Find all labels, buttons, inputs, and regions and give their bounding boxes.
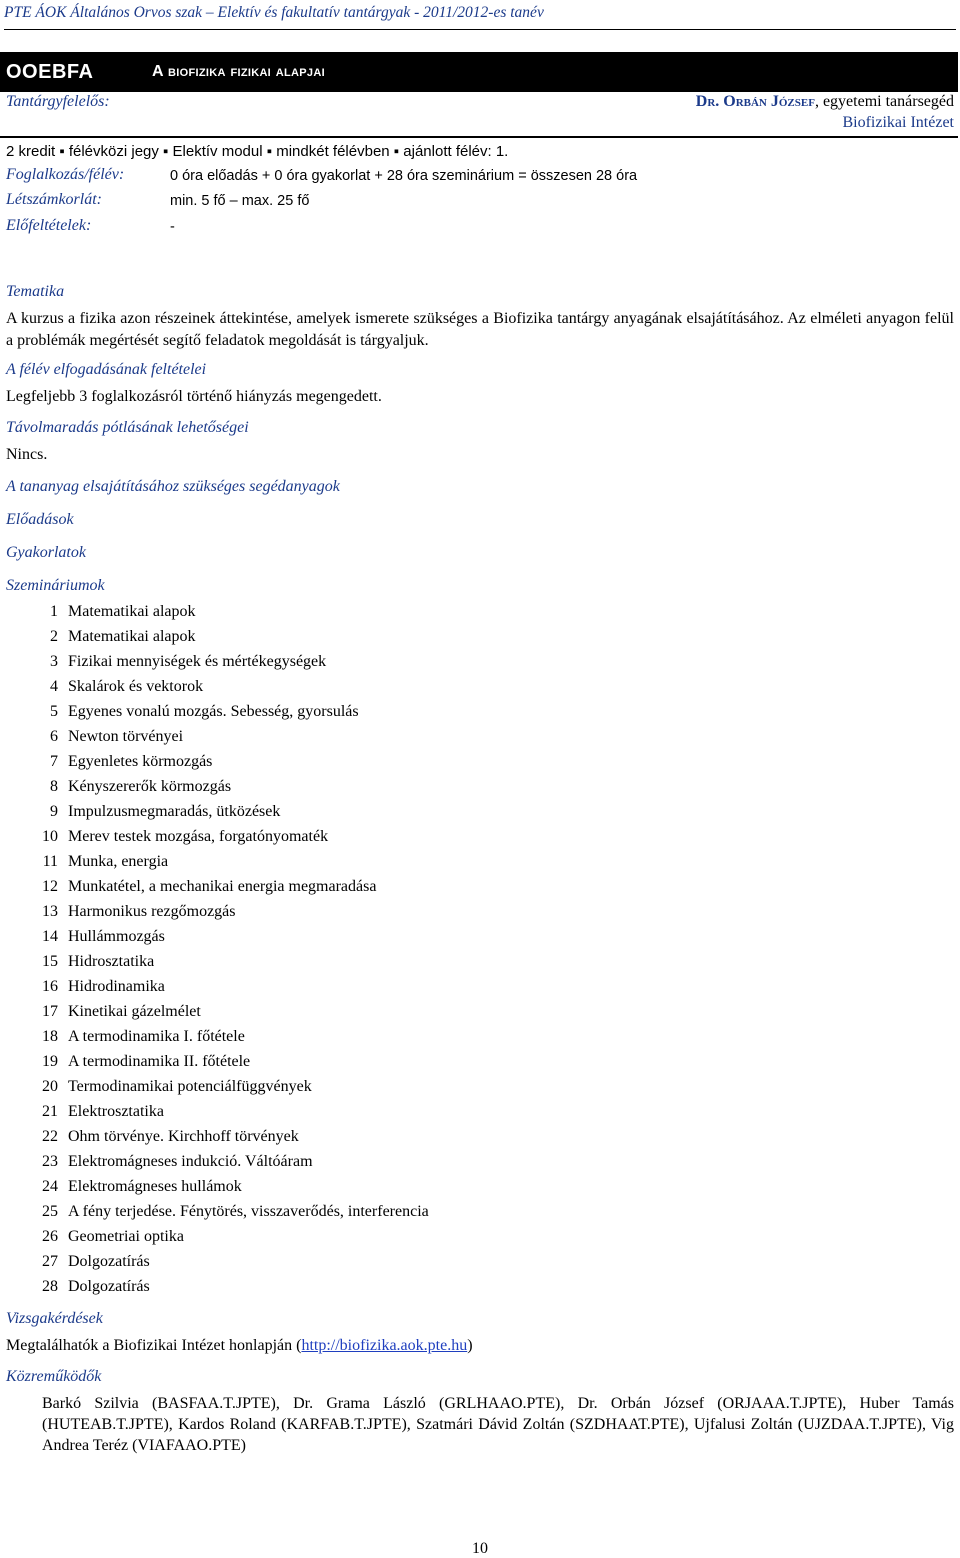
absence-heading: Távolmaradás pótlásának lehetőségei [6, 419, 249, 436]
seminar-topic: Harmonikus rezgőmozgás [68, 903, 236, 920]
seminar-item [6, 677, 429, 702]
course-header-divider [0, 136, 958, 138]
seminar-number: 4 [50, 678, 58, 695]
seminar-topic: Hidrosztatika [68, 953, 155, 970]
seminar-item [6, 1227, 429, 1252]
seminar-topic: Ohm törvénye. Kirchhoff törvények [68, 1128, 299, 1145]
seminar-number: 21 [42, 1103, 58, 1120]
seminar-number: 3 [50, 653, 58, 670]
seminar-item [6, 627, 429, 652]
seminar-topic: Newton törvényei [68, 728, 184, 745]
prereq-value: - [170, 219, 175, 235]
responsible-position: , egyetemi tanársegéd [814, 93, 954, 110]
seminar-number: 10 [42, 828, 58, 845]
seminar-number: 8 [50, 778, 58, 795]
seminar-topic: Munkatétel, a mechanikai energia megmaradása [68, 878, 377, 895]
course-title-bar [0, 52, 958, 92]
seminar-item [6, 1102, 429, 1127]
seminar-number: 22 [42, 1128, 58, 1145]
seminar-topic: Egyenletes körmozgás [68, 753, 213, 770]
seminar-number: 11 [42, 853, 58, 870]
seminar-number: 12 [42, 878, 58, 895]
seminar-topic: Merev testek mozgása, forgatónyomaték [68, 828, 329, 845]
header-divider [4, 29, 956, 30]
limit-value: min. 5 fő – max. 25 fő [170, 193, 310, 209]
seminar-item [6, 802, 429, 827]
seminar-number: 13 [42, 903, 58, 920]
seminar-topic: Elektromágneses indukció. Váltóáram [68, 1153, 313, 1170]
tematika-text: A kurzus a fizika azon részeinek áttekintése, amelyek ismerete szükséges a Biofizika tantárgy anyagának elsajátításához. Az elméleti anyagon felül a problémák megértését segítő feladatok megoldását is tárgyaljuk. [6, 310, 954, 349]
seminar-number: 23 [42, 1153, 58, 1170]
seminar-number: 14 [42, 928, 58, 945]
seminar-item [6, 952, 429, 977]
seminar-topic: Fizikai mennyiségek és mértékegységek [68, 653, 327, 670]
seminar-item [6, 1202, 429, 1227]
seminar-topic: A termodinamika II. főtétele [68, 1053, 251, 1070]
contributors-heading: Közreműködők [6, 1368, 102, 1385]
seminar-topic: Egyenes vonalú mozgás. Sebesség, gyorsulás [68, 703, 359, 720]
lectures-heading: Előadások [6, 511, 74, 528]
responsible-name: Dr. Orbán József [695, 93, 815, 110]
seminar-item [6, 727, 429, 752]
conditions-text: Legfeljebb 3 foglalkozásról történő hiányzás megengedett. [6, 388, 382, 405]
course-code: OOEBFA [6, 61, 94, 83]
exam-text [6, 1335, 473, 1357]
responsible-label: Tantárgyfelelős: [6, 93, 110, 110]
seminar-topic: Elektrosztatika [68, 1103, 164, 1120]
seminar-number: 18 [42, 1028, 58, 1045]
seminar-item [6, 852, 429, 877]
seminar-number: 20 [42, 1078, 58, 1095]
seminar-number: 5 [50, 703, 58, 720]
seminar-number: 2 [50, 628, 58, 645]
hours-value: 0 óra előadás + 0 óra gyakorlat + 28 óra szeminárium = összesen 28 óra [170, 168, 638, 184]
limit-label: Létszámkorlát: [6, 191, 102, 208]
seminar-topic: Hidrodinamika [68, 978, 165, 995]
seminar-item [6, 1077, 429, 1102]
conditions-heading: A félév elfogadásának feltételei [6, 361, 207, 378]
seminar-number: 7 [50, 753, 58, 770]
running-header: PTE ÁOK Általános Orvos szak – Elektív és fakultatív tantárgyak - 2011/2012-es tanév [4, 4, 544, 21]
seminar-topic: Termodinamikai potenciálfüggvények [68, 1078, 312, 1095]
seminar-topic: A fény terjedése. Fénytörés, visszaverődés, interferencia [68, 1203, 429, 1220]
seminar-number: 1 [50, 603, 58, 620]
seminar-item [6, 752, 429, 777]
exam-heading: Vizsgakérdések [6, 1310, 103, 1327]
seminar-item [6, 977, 429, 1002]
credits-line: 2 kredit ▪ félévközi jegy ▪ Elektív modul ▪ mindkét félévben ▪ ajánlott félév: 1. [6, 143, 509, 160]
seminar-item [6, 927, 429, 952]
seminar-item [6, 1027, 429, 1052]
seminar-topic: Matematikai alapok [68, 628, 196, 645]
seminar-number: 15 [42, 953, 58, 970]
seminar-item [6, 877, 429, 902]
seminar-item [6, 1177, 429, 1202]
seminar-number: 17 [42, 1003, 58, 1020]
seminar-item [6, 902, 429, 927]
seminar-number: 6 [50, 728, 58, 745]
exam-text-after: ) [467, 1337, 473, 1354]
exam-text-before: Megtalálhatók a Biofizikai Intézet honlapján ( [6, 1337, 302, 1354]
seminar-number: 19 [42, 1053, 58, 1070]
seminar-topic: Impulzusmegmaradás, ütközések [68, 803, 281, 820]
course-title: A biofizika fizikai alapjai [152, 63, 325, 80]
page-number: 10 [472, 1540, 488, 1557]
seminar-number: 27 [42, 1253, 58, 1270]
seminar-item [6, 1002, 429, 1027]
seminar-item [6, 1052, 429, 1077]
tematika-heading: Tematika [6, 283, 65, 300]
responsible-person [696, 93, 954, 111]
materials-heading: A tananyag elsajátításához szükséges segédanyagok [6, 478, 340, 495]
seminar-topic: Elektromágneses hullámok [68, 1178, 242, 1195]
seminars-heading: Szemináriumok [6, 577, 105, 594]
seminar-topic: Dolgozatírás [68, 1278, 150, 1295]
seminar-number: 26 [42, 1228, 58, 1245]
seminar-number: 9 [50, 803, 58, 820]
absence-text: Nincs. [6, 446, 48, 463]
seminar-number: 25 [42, 1203, 58, 1220]
seminar-topic: Hullámmozgás [68, 928, 165, 945]
seminar-item [6, 652, 429, 677]
seminar-topic: Geometriai optika [68, 1228, 184, 1245]
seminar-topic: Matematikai alapok [68, 603, 196, 620]
seminar-list [6, 602, 429, 1302]
hours-label: Foglalkozás/félév: [6, 166, 125, 183]
responsible-institute: Biofizikai Intézet [842, 114, 954, 131]
seminar-topic: Munka, energia [68, 853, 169, 870]
seminar-number: 24 [42, 1178, 58, 1195]
seminar-topic: Dolgozatírás [68, 1253, 150, 1270]
seminar-topic: Kinetikai gázelmélet [68, 1003, 201, 1020]
seminar-topic: Kényszererők körmozgás [68, 778, 232, 795]
seminar-item [6, 827, 429, 852]
prereq-label: Előfeltételek: [6, 217, 92, 234]
seminar-number: 28 [42, 1278, 58, 1295]
seminar-item [6, 602, 429, 627]
institute-website-link[interactable]: http://biofizika.aok.pte.hu [301, 1337, 468, 1354]
seminar-item [6, 1127, 429, 1152]
seminar-item [6, 1277, 429, 1302]
seminar-item [6, 777, 429, 802]
seminar-topic: Skalárok és vektorok [68, 678, 204, 695]
seminar-topic: A termodinamika I. főtétele [68, 1028, 245, 1045]
seminar-item [6, 1152, 429, 1177]
seminar-item [6, 1252, 429, 1277]
contributors-text: Barkó Szilvia (BASFAA.T.JPTE), Dr. Grama László (GRLHAAO.PTE), Dr. Orbán József (ORJAAA.T.JPTE), Huber Tamás (HUTEAB.T.JPTE), Kardos Roland (KARFAB.T.JPTE), Szatmári Dávid Zoltán (SZDHAAT.PTE), Ujfalusi Zoltán (UJZDAA.T.JPTE), Vig Andrea Teréz (VIAFAAO.PTE) [42, 1395, 954, 1454]
seminar-item [6, 702, 429, 727]
practices-heading: Gyakorlatok [6, 544, 86, 561]
seminar-number: 16 [42, 978, 58, 995]
